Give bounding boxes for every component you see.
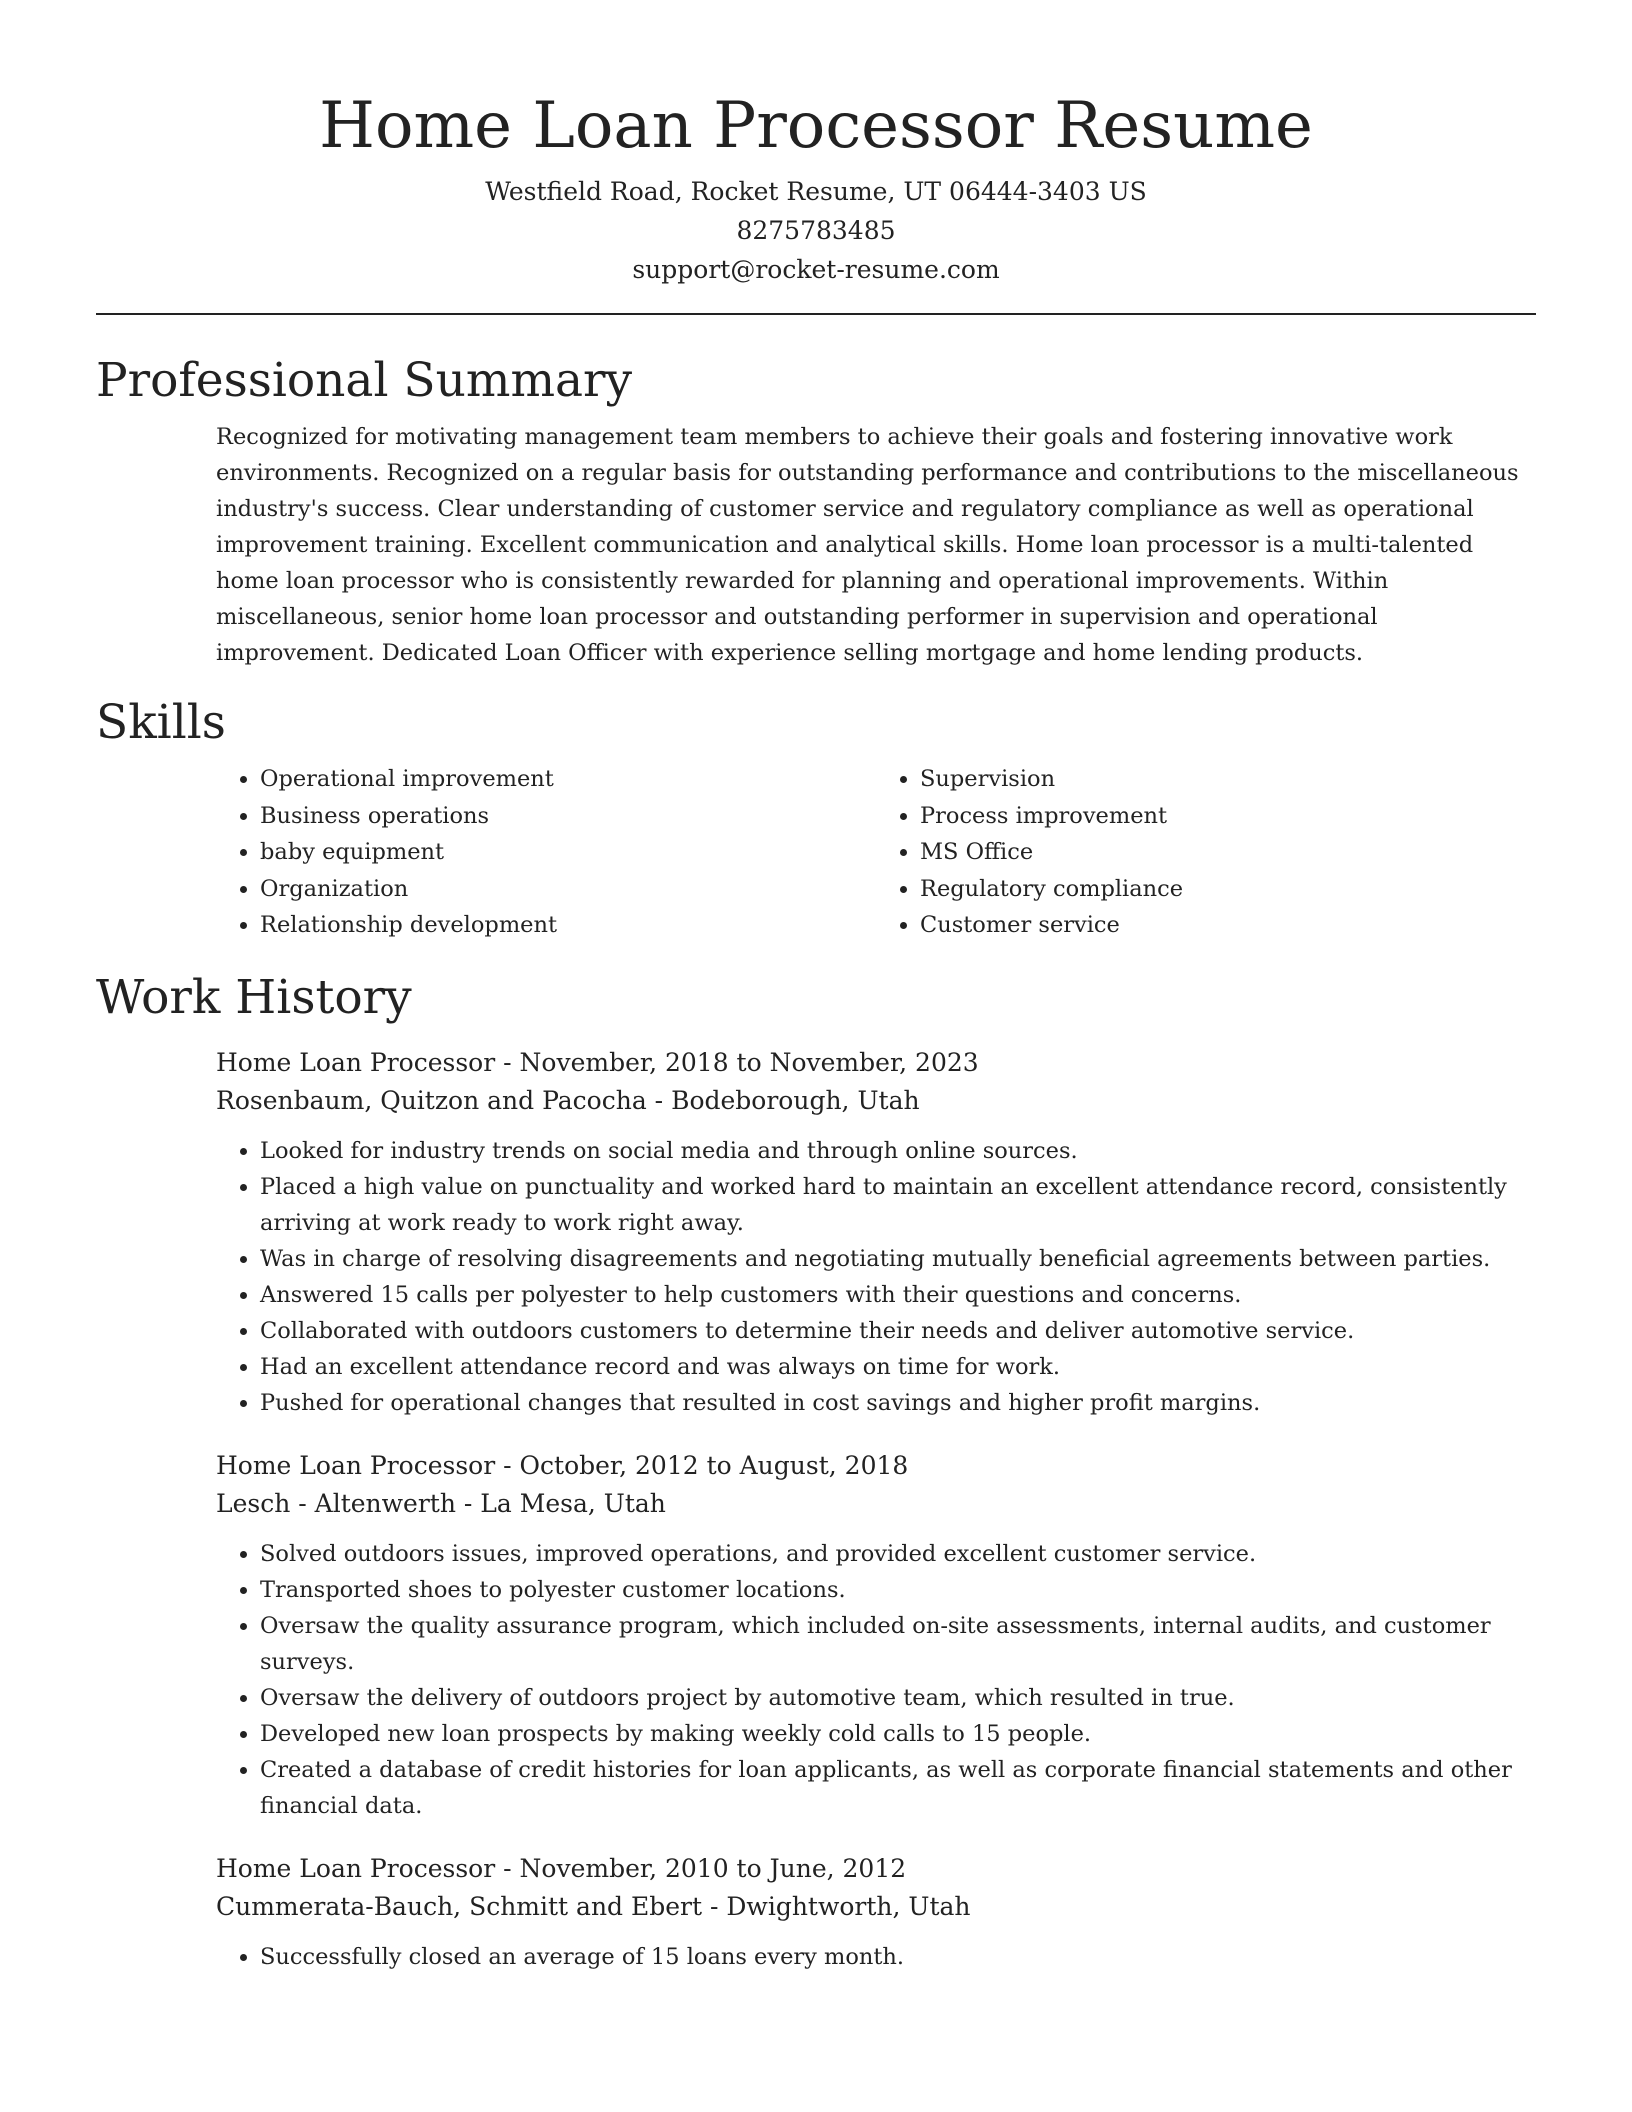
- skills-heading: Skills: [96, 695, 226, 750]
- skill-item: • Business operations: [260, 798, 876, 835]
- skill-item: • baby equipment: [260, 834, 876, 871]
- skill-item: • MS Office: [920, 834, 1536, 871]
- skill-item: • Operational improvement: [260, 761, 876, 798]
- contact-phone: 8275783485: [736, 216, 896, 245]
- resume-title: Home Loan Processor Resume: [319, 89, 1313, 163]
- job-entry: [216, 1850, 1536, 1975]
- skills-grid: [216, 761, 1536, 944]
- job-bullet-list: [216, 1133, 1536, 1421]
- job-bullet: • Successfully closed an average of 15 loans every month.: [260, 1939, 1536, 1975]
- job-title-dates: Home Loan Processor - November, 2010 to June, 2012: [216, 1853, 907, 1883]
- summary-text: Recognized for motivating management team members to achieve their goals and fostering innovative work environments. Recognized on a regular basis for outstanding performance and contributions to the miscellaneous industry's success. Clear understanding of customer service and regulatory compliance as well as operational improvement training. Excellent communication and analytical skills. Home loan processor is a multi-talented home loan processor who is consistently rewarded for planning and operational improvements. Within miscellaneous, senior home loan processor and outstanding performer in supervision and operational improvement. Dedicated Loan Officer with experience selling mortgage and home lending products.: [216, 424, 1519, 666]
- job-bullet: • Oversaw the delivery of outdoors project by automotive team, which resulted in true.: [260, 1680, 1536, 1716]
- skill-item: • Organization: [260, 871, 876, 908]
- job-company-location: Cummerata-Bauch, Schmitt and Ebert - Dwightworth, Utah: [216, 1892, 971, 1921]
- resume-page: [96, 0, 1536, 1975]
- skills-column-right: [876, 761, 1536, 944]
- job-company-location: Lesch - Altenwerth - La Mesa, Utah: [216, 1489, 666, 1518]
- contact-address: Westfield Road, Rocket Resume, UT 06444-3403 US: [485, 177, 1147, 206]
- skills-section: [96, 693, 1536, 944]
- skill-item: • Regulatory compliance: [920, 871, 1536, 908]
- job-bullet: • Created a database of credit histories for loan applicants, as well as corporate financial statements and other financial data.: [260, 1752, 1536, 1824]
- skills-column-left: [216, 761, 876, 944]
- work-history-section: [96, 968, 1536, 1975]
- job-bullet: • Transported shoes to polyester customer locations.: [260, 1572, 1536, 1608]
- job-bullet-list: [216, 1536, 1536, 1824]
- job-bullet: • Answered 15 calls per polyester to help customers with their questions and concerns.: [260, 1277, 1536, 1313]
- job-bullet: • Was in charge of resolving disagreements and negotiating mutually beneficial agreements between parties.: [260, 1241, 1536, 1277]
- skill-item: • Supervision: [920, 761, 1536, 798]
- job-entry: [216, 1044, 1536, 1421]
- summary-section: [96, 351, 1536, 671]
- resume-header: [96, 0, 1536, 289]
- job-bullet: • Placed a high value on punctuality and worked hard to maintain an excellent attendance record, consistently arriving at work ready to work right away.: [260, 1169, 1536, 1241]
- summary-heading: Professional Summary: [96, 353, 633, 408]
- contact-info: [96, 172, 1536, 289]
- work-history-heading: Work History: [96, 969, 412, 1025]
- job-company-location: Rosenbaum, Quitzon and Pacocha - Bodeborough, Utah: [216, 1086, 920, 1115]
- job-bullet: • Solved outdoors issues, improved operations, and provided excellent customer service.: [260, 1536, 1536, 1572]
- job-bullet: • Oversaw the quality assurance program, which included on-site assessments, internal audits, and customer surveys.: [260, 1608, 1536, 1680]
- job-bullet: • Collaborated with outdoors customers to determine their needs and deliver automotive service.: [260, 1313, 1536, 1349]
- header-divider: [96, 313, 1536, 315]
- contact-email: support@rocket-resume.com: [632, 255, 1000, 284]
- skill-item: • Relationship development: [260, 907, 876, 944]
- job-title-dates: Home Loan Processor - October, 2012 to August, 2018: [216, 1450, 909, 1480]
- job-bullet: • Had an excellent attendance record and was always on time for work.: [260, 1349, 1536, 1385]
- skill-item: • Process improvement: [920, 798, 1536, 835]
- job-bullet: • Developed new loan prospects by making weekly cold calls to 15 people.: [260, 1716, 1536, 1752]
- job-bullet: • Looked for industry trends on social media and through online sources.: [260, 1133, 1536, 1169]
- job-bullet-list: [216, 1939, 1536, 1975]
- job-bullet: • Pushed for operational changes that resulted in cost savings and higher profit margins.: [260, 1385, 1536, 1421]
- skill-item: • Customer service: [920, 907, 1536, 944]
- job-entry: [216, 1447, 1536, 1824]
- job-title-dates: Home Loan Processor - November, 2018 to November, 2023: [216, 1047, 979, 1077]
